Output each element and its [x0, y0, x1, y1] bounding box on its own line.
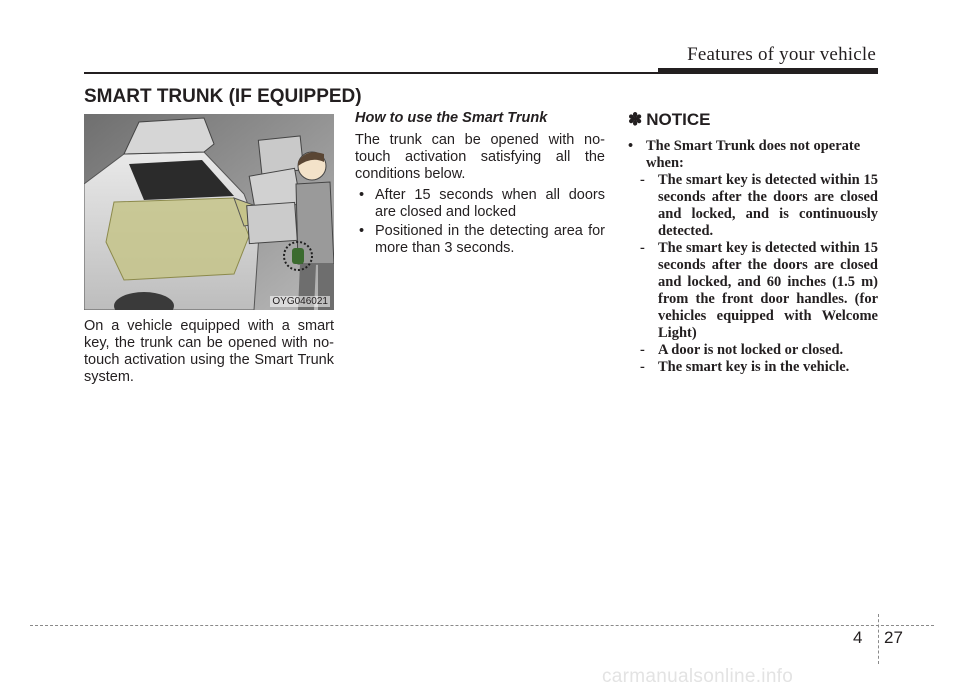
notice-item-text: A door is not locked or closed.: [658, 342, 844, 358]
footer-rule: [30, 625, 934, 626]
bullet-dot: •: [359, 187, 365, 203]
how-to-use-section: [355, 110, 605, 259]
notice-bullet: [628, 138, 878, 172]
section-title: SMART TRUNK (IF EQUIPPED): [84, 86, 362, 107]
dash-mark: -: [640, 172, 645, 188]
notice-bullet-text: The Smart Trunk does not operate when:: [646, 138, 861, 171]
figure-smart-trunk: [84, 114, 334, 310]
notice-heading: [628, 110, 878, 130]
smart-trunk-illustration: [84, 114, 334, 310]
notice-item: [628, 342, 878, 359]
notice-mark-icon: ✽: [628, 110, 643, 129]
page-number: 27: [884, 628, 903, 647]
notice-item: [628, 172, 878, 240]
condition-text: After 15 seconds when all doors are closed and locked: [375, 187, 605, 220]
how-to-use-intro: The trunk can be opened with no-touch activation satisfying all the conditions below.: [355, 132, 605, 182]
notice-body: [628, 138, 878, 376]
page-chapter: 4: [853, 628, 863, 647]
header-rule-accent: [658, 68, 878, 73]
notice-item-text: The smart key is detected within 15 seconds after the doors are closed and locked, and 60 inches (1.5 m) from the front door handles. (for vehicles equipped with Welcome Light): [658, 240, 878, 341]
intro-paragraph: On a vehicle equipped with a smart key, the trunk can be opened with no-touch activation using the Smart Trunk system.: [84, 318, 334, 385]
bullet-dot: •: [628, 138, 634, 154]
smart-key: [292, 248, 304, 264]
notice-box: [628, 110, 878, 376]
header-title: Features of your vehicle: [687, 44, 876, 65]
dash-mark: -: [640, 240, 645, 256]
list-item: [355, 187, 605, 221]
notice-item: [628, 240, 878, 342]
notice-item-text: The smart key is detected within 15 seconds after the doors are closed and locked, and is continuously detected.: [658, 172, 878, 239]
dash-mark: -: [640, 359, 645, 375]
how-to-use-title: How to use the Smart Trunk: [355, 110, 548, 126]
notice-title: NOTICE: [646, 110, 711, 129]
condition-text: Positioned in the detecting area for more than 3 seconds.: [375, 223, 605, 256]
notice-item: [628, 359, 878, 376]
notice-item-text: The smart key is in the vehicle.: [658, 359, 850, 375]
condition-list: [355, 187, 605, 257]
figure-code: OYG046021: [272, 296, 328, 307]
dash-mark: -: [640, 342, 645, 358]
list-item: [355, 223, 605, 257]
box-bottom: [247, 202, 298, 243]
watermark: carmanualsonline.info: [602, 666, 794, 687]
bullet-dot: •: [359, 223, 365, 239]
detecting-area: [106, 198, 249, 280]
box-top: [258, 136, 303, 174]
footer-divider: [878, 614, 879, 664]
